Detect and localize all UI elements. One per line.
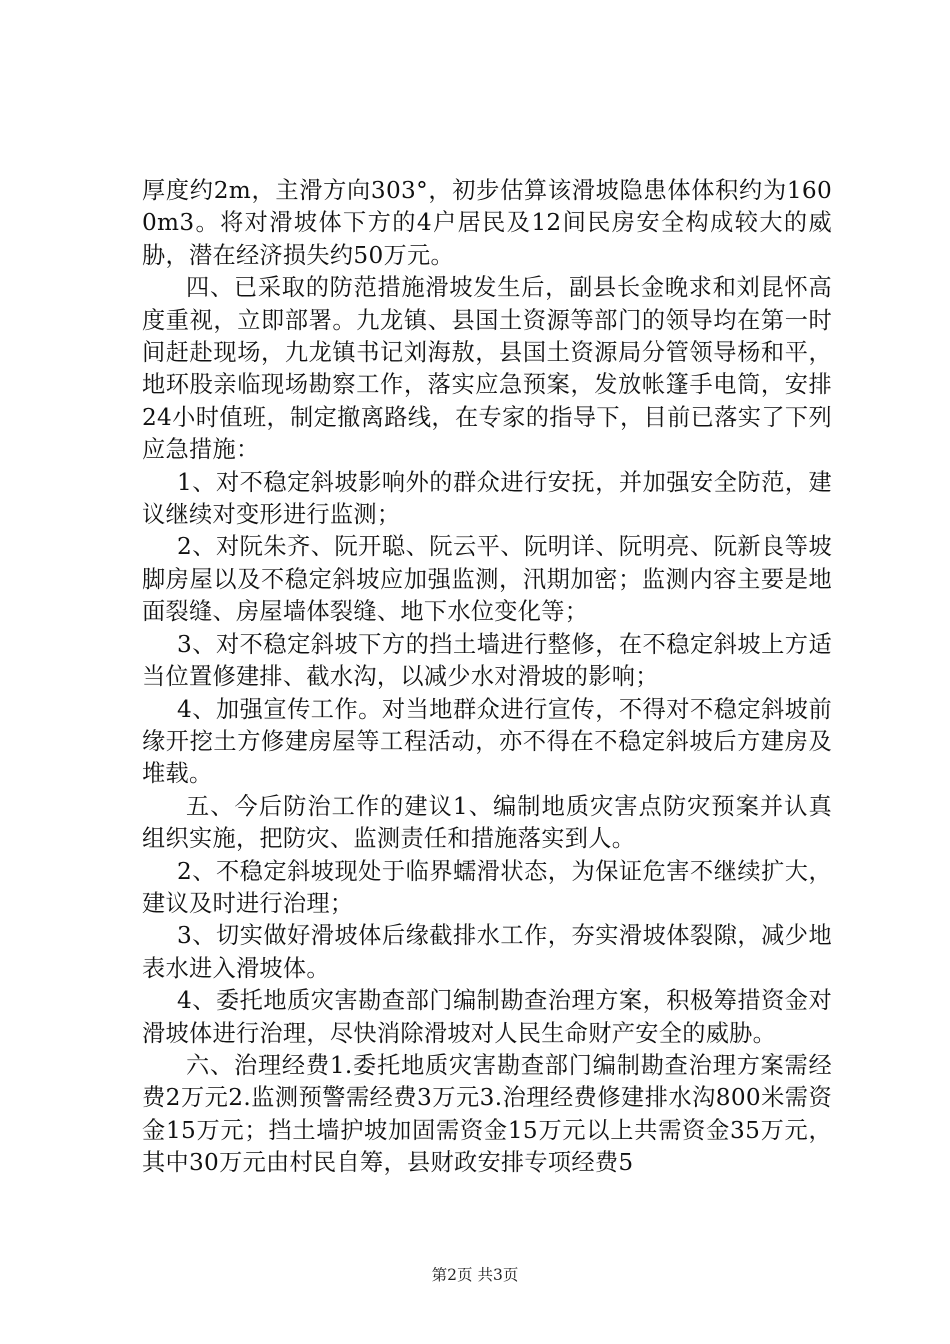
paragraph-measure-4: 4、加强宣传工作。对当地群众进行宣传，不得对不稳定斜坡前缘开挖土方修建房屋等工程活动，亦不得在不稳定斜坡后方建房及堆载。 [142, 695, 832, 788]
paragraph-measure-2: 2、对阮朱齐、阮开聪、阮云平、阮明详、阮明亮、阮新良等坡脚房屋以及不稳定斜坡应加强监测，汛期加密；监测内容主要是地面裂缝、房屋墙体裂缝、地下水位变化等； [142, 533, 832, 626]
paragraph-suggestion-2: 2、不稳定斜坡现处于临界蠕滑状态，为保证危害不继续扩大，建议及时进行治理； [142, 857, 832, 917]
paragraph-section-four-measures: 四、已采取的防范措施滑坡发生后，副县长金晚求和刘昆怀高度重视，立即部署。九龙镇、县国土资源等部门的领导均在第一时间赶赴现场，九龙镇书记刘海敖，县国土资源局分管领导杨和平，地环股亲临现场勘察工作，落实应急预案，发放帐篷手电筒，安排24小时值班，制定撤离路线，在专家的指导下，目前已落实了下列应急措施： [142, 274, 832, 464]
paragraph-measure-3: 3、对不稳定斜坡下方的挡土墙进行整修，在不稳定斜坡上方适当位置修建排、截水沟，以减少水对滑坡的影响； [142, 630, 832, 691]
paragraph-section-six-funding: 六、治理经费1.委托地质灾害勘查部门编制勘查治理方案需经费2万元2.监测预警需经费3万元3.治理经费修建排水沟800米需资金15万元；挡土墙护坡加固需资金15万元以上共需资金35万元，其中30万元由村民自筹，县财政安排专项经费5 [142, 1051, 832, 1177]
page-number-footer: 第2页 共3页 [431, 1266, 519, 1284]
paragraph-suggestion-3: 3、切实做好滑坡体后缘截排水工作，夯实滑坡体裂隙，减少地表水进入滑坡体。 [142, 922, 832, 982]
document-body [142, 175, 832, 1180]
paragraph-suggestion-4: 4、委托地质灾害勘查部门编制勘查治理方案，积极筹措资金对滑坡体进行治理，尽快消除滑坡对人民生命财产安全的威胁。 [142, 987, 832, 1047]
paragraph-measure-1: 1、对不稳定斜坡影响外的群众进行安抚，并加强安全防范，建议继续对变形进行监测； [142, 468, 832, 529]
paragraph-landslide-volume: 厚度约2m，主滑方向303°，初步估算该滑坡隐患体体积约为1600m3。将对滑坡体下方的4户居民及12间民房安全构成较大的威胁，潜在经济损失约50万元。 [142, 177, 832, 269]
paragraph-section-five-suggestions: 五、今后防治工作的建议1、编制地质灾害点防灾预案并认真组织实施，把防灾、监测责任和措施落实到人。 [142, 792, 832, 853]
